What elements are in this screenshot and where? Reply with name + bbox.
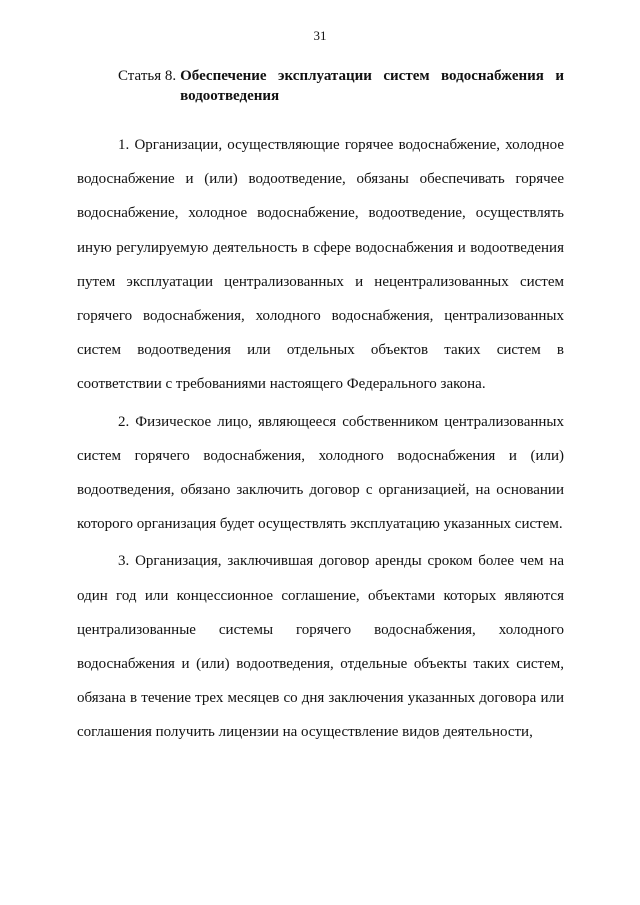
article-title: Обеспечение эксплуатации систем водоснабжения и водоотведения	[180, 68, 564, 104]
article-label: Статья 8.	[118, 68, 177, 84]
page-number: 31	[313, 28, 327, 43]
paragraph-2: 2. Физическое лицо, являющееся собственником централизованных систем горячего водоснабжения, холодного водоснабжения и (или) водоотведения, обязано заключить договор с организацией, на основании которого организация будет осуществлять эксплуатацию указанных систем.	[77, 413, 564, 533]
paragraph-1: 1. Организации, осуществляющие горячее водоснабжение, холодное водоснабжение и (или) водоотведение, обязаны обеспечивать горячее водоснабжение, холодное водоснабжение, водоотведение, осуществлять иную регулируемую деятельность в сфере водоснабжения и водоотведения путем эксплуатации централизованных и нецентрализованных систем горячего водоснабжения, холодного водоснабжения, централизованных систем водоотведения или отдельных объектов таких систем в соответствии с требованиями настоящего Федерального закона.	[77, 137, 564, 393]
paragraph-3: 3. Организация, заключившая договор аренды сроком более чем на один год или концессионное соглашение, объектами которых являются централизованные системы горячего водоснабжения, холодного водоснабжения и (или) водоотведения, отдельные объекты таких систем, обязана в течение трех месяцев со дня заключения указанных договора или соглашения получить лицензии на осуществление видов деятельности,	[77, 553, 564, 741]
article-heading	[118, 66, 564, 106]
document-body	[77, 128, 564, 750]
